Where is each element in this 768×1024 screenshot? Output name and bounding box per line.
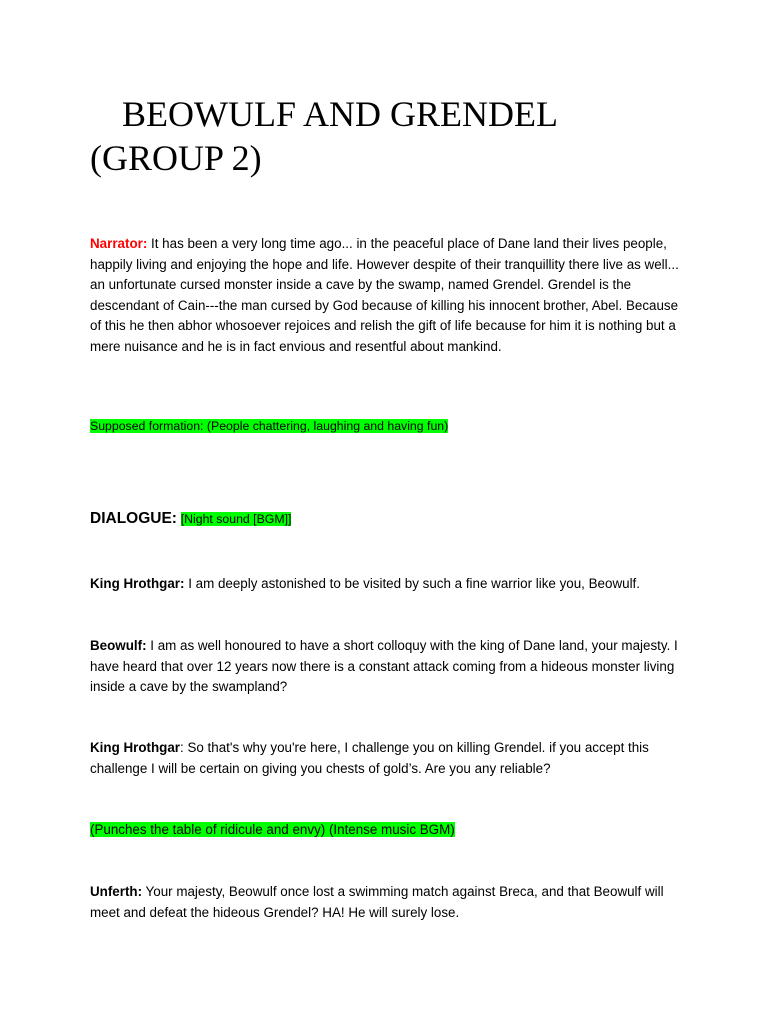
speaker-label: Beowulf: — [90, 638, 147, 653]
dialogue-heading-paragraph — [90, 509, 680, 530]
speaker-label: King Hrothgar — [90, 740, 181, 755]
formation-note-paragraph — [90, 416, 680, 437]
dialogue-text: I am as well honoured to have a short colloquy with the king of Dane land, your majesty. I have heard that over 12 years now there is a constant attack coming from a hideous monster living inside a cave by the swampland? — [90, 638, 678, 695]
dialogue-heading: DIALOGUE: — [90, 510, 177, 527]
dialogue-text: : So that's why you're here, I challenge you on killing Grendel. if you accept this challenge I will be certain on giving you chests of gold’s. Are you any reliable? — [90, 740, 649, 776]
dialogue-text: Your majesty, Beowulf once lost a swimming match against Breca, and that Beowulf will meet and defeat the hideous Grendel? HA! He will surely lose. — [90, 884, 664, 920]
speaker-label: Unferth: — [90, 884, 143, 899]
page-title: BEOWULF AND GRENDEL (GROUP 2) — [90, 94, 557, 178]
speaker-label: King Hrothgar: — [90, 576, 185, 591]
dialogue-line-hrothgar-1 — [90, 574, 680, 595]
formation-note: Supposed formation: (People chattering, laughing and having fun) — [90, 419, 449, 433]
dialogue-line-hrothgar-2 — [90, 738, 680, 779]
narrator-text: It has been a very long time ago... in the peaceful place of Dane land their lives people, happily living and enjoying the hope and life. However despite of their tranquillity there live as well... an unfortunate cursed monster inside a cave by the swamp, named Grendel. Grendel is the descendant of Cain---the man cursed by God because of killing his innocent brother, Abel. Because of this he then abhor whosoever rejoices and relish the gift of life because for him it is nothing but a mere nuisance and he is in fact envious and resentful about mankind. — [90, 236, 679, 354]
stage-note: (Punches the table of ridicule and envy) (Intense music BGM) — [90, 822, 455, 837]
dialogue-line-unferth — [90, 882, 680, 923]
dialogue-text: I am deeply astonished to be visited by such a fine warrior like you, Beowulf. — [184, 576, 640, 591]
dialogue-note: [Night sound [BGM]] — [180, 512, 292, 526]
stage-note-paragraph — [90, 820, 680, 841]
dialogue-line-beowulf — [90, 636, 680, 698]
narrator-label: Narrator: — [90, 236, 148, 251]
narrator-paragraph — [90, 234, 680, 358]
